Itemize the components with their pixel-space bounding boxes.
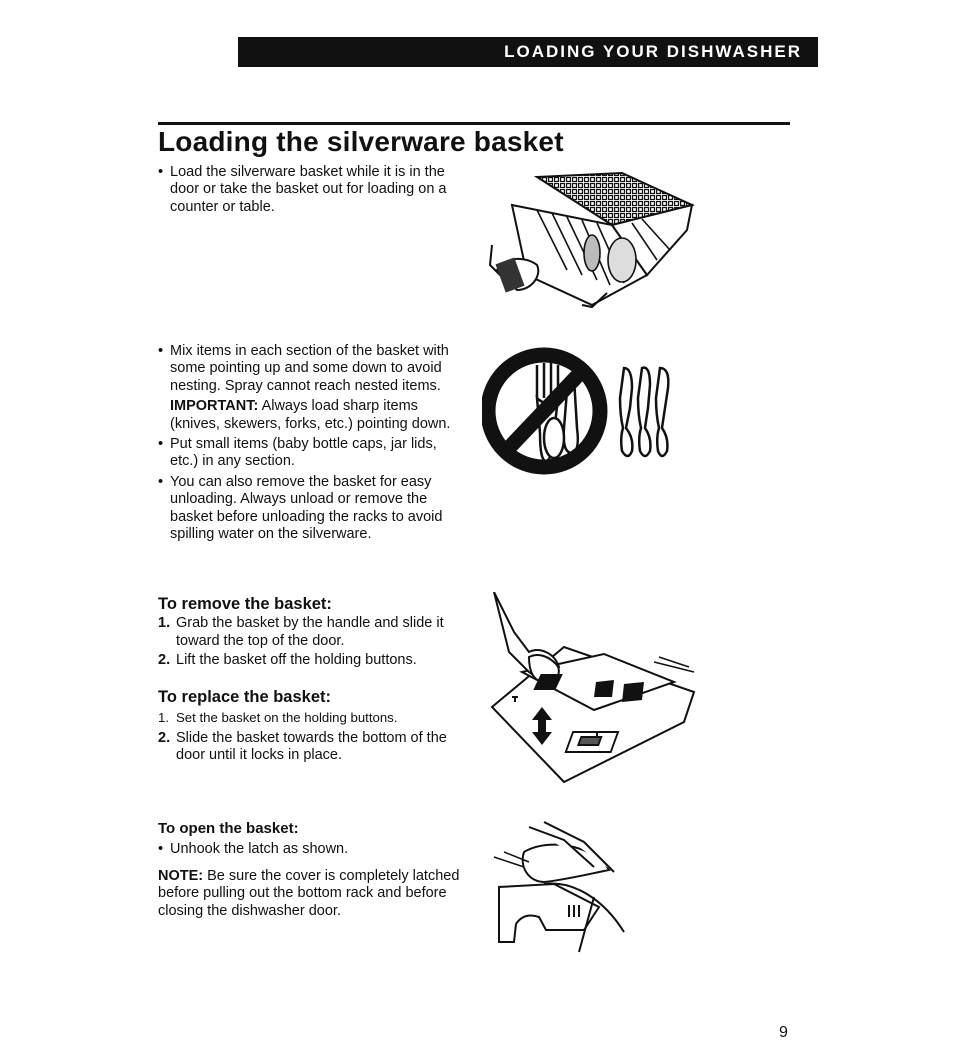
silverware-basket-illustration <box>482 165 702 310</box>
important-label: IMPORTANT: <box>170 398 259 415</box>
note-label: NOTE: <box>158 867 204 884</box>
title-rule <box>158 122 790 125</box>
unhook-latch-bullet: • Unhook the latch as shown. <box>158 841 468 858</box>
remove-step-2-number: 2. <box>158 652 171 669</box>
basket-removal-illustration <box>484 592 698 792</box>
remove-basket-section <box>158 596 468 670</box>
remove-basket-bullet: • You can also remove the basket for easy unloading. Always unload or remove the basket before unloading the racks to avoid spilling water on the silverware. <box>158 474 463 544</box>
open-basket-heading: To open the basket: <box>158 820 299 837</box>
page-title: Loading the silverware basket <box>158 126 564 157</box>
open-basket-section <box>158 820 468 920</box>
latch-note <box>158 868 468 920</box>
remove-step-1 <box>158 615 468 650</box>
page-number: 9 <box>779 1024 788 1041</box>
small-items-bullet: • Put small items (baby bottle caps, jar lids, etc.) in any section. <box>158 436 463 471</box>
no-nesting-icon <box>482 343 678 478</box>
basket-latch-illustration <box>484 812 634 957</box>
remove-step-2 <box>158 652 468 669</box>
block-load-basket <box>158 164 468 216</box>
section-header-bar <box>238 37 818 67</box>
remove-basket-heading: To remove the basket: <box>158 595 332 613</box>
remove-step-1-text: Grab the basket by the handle and slide it toward the top of the door. <box>176 615 444 649</box>
remove-step-1-number: 1. <box>158 615 171 632</box>
block-mixing-items <box>158 343 463 543</box>
important-note <box>158 398 463 433</box>
replace-step-2-number: 2. <box>158 729 171 746</box>
mix-items-bullet: • Mix items in each section of the basket with some pointing up and some down to avoid nesting. Spray cannot reach nested items. <box>158 343 463 395</box>
replace-step-2 <box>158 730 468 765</box>
note-text: Be sure the cover is completely latched before pulling out the bottom rack and before closing the dishwasher door. <box>158 867 460 919</box>
section-header-title: LOADING YOUR DISHWASHER <box>504 42 802 61</box>
important-text: Always load sharp items (knives, skewers, forks, etc.) pointing down. <box>170 398 451 432</box>
load-basket-bullet: • Load the silverware basket while it is in the door or take the basket out for loading on a counter or table. <box>158 164 468 216</box>
remove-step-2-text: Lift the basket off the holding buttons. <box>176 652 417 669</box>
replace-step-1-number: 1. <box>158 710 169 726</box>
replace-step-2-text: Slide the basket towards the bottom of the door until it locks in place. <box>176 729 447 764</box>
replace-step-1 <box>158 709 468 726</box>
replace-basket-heading: To replace the basket: <box>158 688 332 706</box>
replace-step-1-text: Set the basket on the holding buttons. <box>176 710 398 726</box>
replace-basket-section <box>158 689 468 765</box>
